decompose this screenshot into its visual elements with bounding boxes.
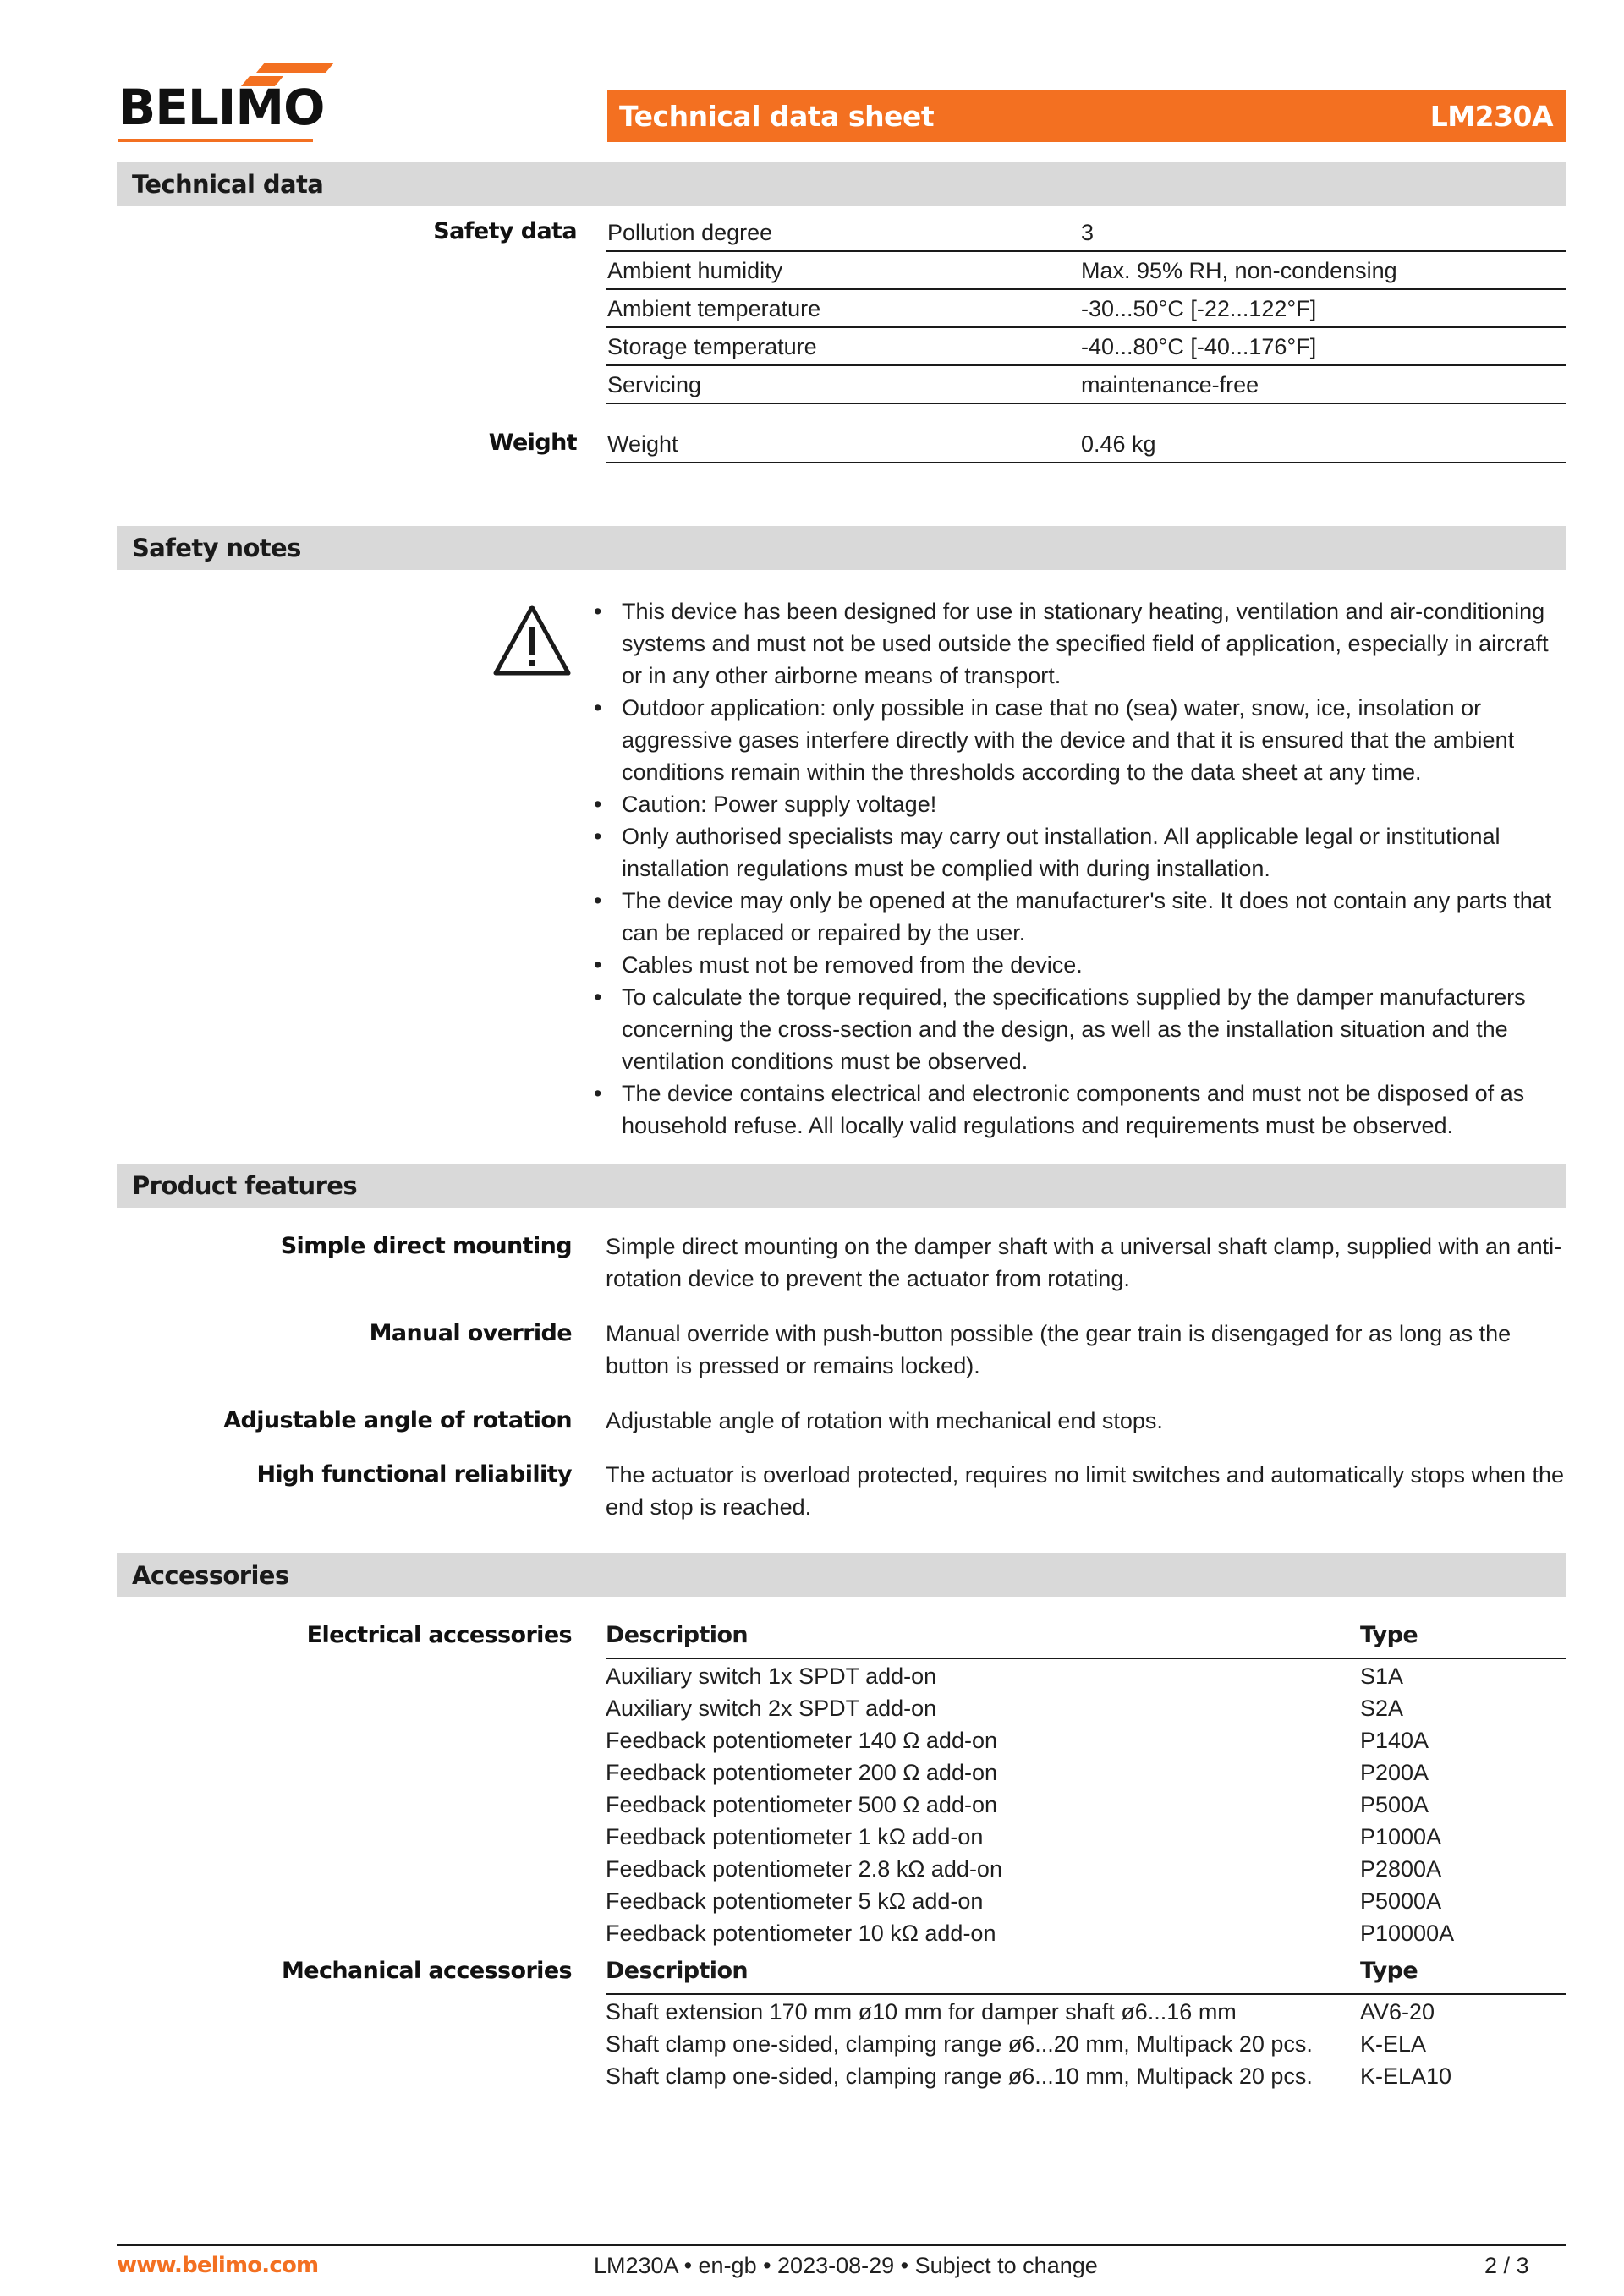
section-heading: Safety notes (132, 534, 301, 562)
accessory-description: Auxiliary switch 2x SPDT add-on (606, 1696, 937, 1721)
feature-text: Simple direct mounting on the damper shaft with a universal shaft clamp, supplied with an anti-rotation device to prevent the actuator from rotating. (606, 1234, 1562, 1291)
accessory-description: Feedback potentiometer 200 Ω add-on (606, 1760, 997, 1785)
feature-label: Adjustable angle of rotation (223, 1407, 572, 1433)
weight-label: Weight (488, 430, 577, 456)
model-number: LM230A (1429, 99, 1553, 133)
spec-value: -40...80°C [-40...176°F] (1081, 334, 1317, 359)
section-accessories (117, 1553, 1566, 1597)
table-row (606, 1824, 1566, 1856)
accessory-description: Feedback potentiometer 2.8 kΩ add-on (606, 1856, 1002, 1882)
logo-mark (283, 63, 334, 73)
section-product-features (117, 1164, 1566, 1208)
table-row (606, 2031, 1566, 2063)
logo-text: BELIMO (118, 79, 325, 136)
column-header-type: Type (1360, 1958, 1418, 1984)
spec-value: 3 (1081, 220, 1095, 245)
footer-document-info: LM230A • en-gb • 2023-08-29 • Subject to change (594, 2253, 1098, 2278)
page-number: 2 / 3 (1484, 2253, 1529, 2278)
footer-website-link[interactable]: www.belimo.com (117, 2253, 319, 2278)
table-row (606, 1696, 1566, 1728)
feature-text: The actuator is overload protected, requires no limit switches and automatically stops when the end stop is reached. (606, 1462, 1565, 1520)
accessory-type: P140A (1360, 1728, 1429, 1753)
table-row (606, 1760, 1566, 1792)
list-item: • Caution: Power supply voltage! (592, 788, 1566, 820)
table-row (606, 1728, 1566, 1760)
spec-name: Pollution degree (607, 220, 773, 245)
column-header-type: Type (1360, 1622, 1418, 1648)
column-header-description: Description (606, 1622, 749, 1648)
feature-label: Simple direct mounting (280, 1233, 572, 1259)
spec-value: maintenance-free (1081, 372, 1259, 397)
electrical-accessories-label: Electrical accessories (306, 1622, 572, 1648)
accessory-type: P1000A (1360, 1824, 1442, 1849)
list-item: • The device contains electrical and electronic components and must not be disposed of as household refuse. All locally valid regulations and requirements must be observed. (592, 1077, 1566, 1142)
row-divider (606, 364, 1566, 366)
row-divider (606, 462, 1566, 463)
mechanical-accessories-label: Mechanical accessories (282, 1958, 572, 1984)
spec-name: Ambient temperature (607, 296, 821, 321)
logo-underline (118, 139, 313, 142)
accessory-type: K-ELA10 (1360, 2063, 1452, 2089)
header-divider (606, 1993, 1566, 1995)
accessory-type: P5000A (1360, 1888, 1442, 1914)
footer-divider (117, 2244, 1566, 2246)
row-divider (606, 403, 1566, 404)
feature-text: Adjustable angle of rotation with mechanical end stops. (606, 1408, 1163, 1433)
table-row (606, 1888, 1566, 1921)
accessory-type: K-ELA (1360, 2031, 1427, 2057)
accessory-type: P2800A (1360, 1856, 1442, 1882)
table-row (606, 1792, 1566, 1824)
spec-name: Servicing (607, 372, 702, 397)
safety-notes-list (592, 595, 1566, 1142)
accessory-type: P10000A (1360, 1921, 1455, 1946)
section-heading: Product features (132, 1171, 358, 1200)
table-row (606, 1999, 1566, 2031)
safety-data-label: Safety data (433, 218, 577, 244)
spec-value: -30...50°C [-22...122°F] (1081, 296, 1317, 321)
spec-name: Storage temperature (607, 334, 817, 359)
accessory-type: S1A (1360, 1663, 1404, 1689)
spec-name: Weight (607, 431, 678, 457)
header-divider (606, 1658, 1566, 1659)
feature-label: Manual override (369, 1320, 572, 1346)
spec-name: Ambient humidity (607, 258, 783, 283)
list-item: • Outdoor application: only possible in case that no (sea) water, snow, ice, insolation or aggressive gases interfere directly with the device and that it is ensured that the ambient conditions remain within the thresholds according to the data sheet at any time. (592, 692, 1566, 788)
accessory-description: Shaft clamp one-sided, clamping range ø6...20 mm, Multipack 20 pcs. (606, 2031, 1313, 2057)
section-safety-notes (117, 526, 1566, 570)
accessory-description: Shaft extension 170 mm ø10 mm for damper shaft ø6...16 mm (606, 1999, 1237, 2025)
list-item: • This device has been designed for use in stationary heating, ventilation and air-conditioning systems and must not be used outside the specified field of application, especially in aircraft or in any other airborne means of transport. (592, 595, 1566, 692)
list-item: • Cables must not be removed from the device. (592, 949, 1566, 981)
feature-label: High functional reliability (256, 1461, 572, 1488)
accessory-type: P500A (1360, 1792, 1429, 1817)
accessory-description: Feedback potentiometer 500 Ω add-on (606, 1792, 997, 1817)
header-bar (607, 90, 1566, 142)
warning-triangle-icon (492, 604, 572, 677)
feature-text: Manual override with push-button possible (the gear train is disengaged for as long as the button is pressed or remains locked). (606, 1321, 1512, 1378)
accessory-type: P200A (1360, 1760, 1429, 1785)
spec-value: 0.46 kg (1081, 431, 1156, 457)
row-divider (606, 326, 1566, 328)
section-heading: Accessories (132, 1561, 289, 1590)
list-item: • To calculate the torque required, the specifications supplied by the damper manufacturers concerning the cross-section and the design, as well as the installation situation and the ventilation conditions must be observed. (592, 981, 1566, 1077)
row-divider (606, 250, 1566, 252)
table-row (606, 1663, 1566, 1696)
table-row (606, 2063, 1566, 2096)
table-row (606, 1856, 1566, 1888)
list-item: • The device may only be opened at the manufacturer's site. It does not contain any parts that can be replaced or repaired by the user. (592, 885, 1566, 949)
accessory-type: AV6-20 (1360, 1999, 1435, 2025)
accessory-description: Feedback potentiometer 10 kΩ add-on (606, 1921, 996, 1946)
accessory-description: Feedback potentiometer 140 Ω add-on (606, 1728, 997, 1753)
row-divider (606, 288, 1566, 290)
section-heading: Technical data (132, 170, 324, 199)
spec-value: Max. 95% RH, non-condensing (1081, 258, 1397, 283)
table-row (606, 1921, 1566, 1953)
document-title: Technical data sheet (619, 99, 935, 133)
column-header-description: Description (606, 1958, 749, 1984)
accessory-description: Auxiliary switch 1x SPDT add-on (606, 1663, 937, 1689)
section-technical-data (117, 162, 1566, 206)
belimo-logo (118, 58, 325, 142)
accessory-type: S2A (1360, 1696, 1404, 1721)
list-item: • Only authorised specialists may carry out installation. All applicable legal or institutional installation regulations must be complied with during installation. (592, 820, 1566, 885)
accessory-description: Feedback potentiometer 1 kΩ add-on (606, 1824, 984, 1849)
accessory-description: Feedback potentiometer 5 kΩ add-on (606, 1888, 984, 1914)
accessory-description: Shaft clamp one-sided, clamping range ø6...10 mm, Multipack 20 pcs. (606, 2063, 1313, 2089)
